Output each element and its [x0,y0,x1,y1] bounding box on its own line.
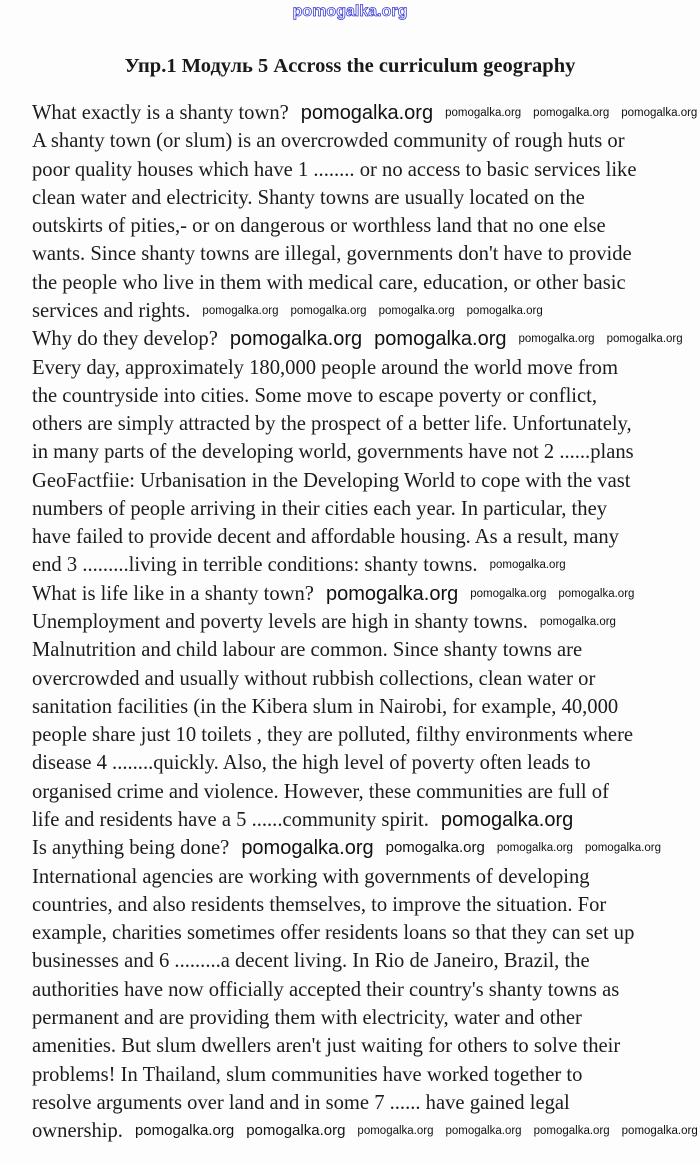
text-line-content: life and residents have a 5 ......community spirit. [32,809,429,831]
page-title: Упр.1 Модуль 5 Accross the curriculum geography [124,55,576,77]
text-line [32,949,590,973]
text-line [32,469,630,493]
text-line-content: problems! In Thailand, slum communities have worked together to [32,1063,583,1086]
text-line [32,384,597,408]
text-line-content: example, charities sometimes offer residents loans so that they can set up [32,922,635,945]
text-line-content: clean water and electricity. Shanty towns are usually located on the [32,186,585,209]
text-line [32,553,566,577]
text-line [32,610,616,634]
watermark: pomogalka.org [290,304,367,317]
text-line [32,214,606,238]
watermark: pomogalka.org [374,328,507,351]
text-line [32,327,683,351]
text-line [32,299,543,323]
text-line-content: International agencies are working with governments of developing [32,865,590,888]
text-line [32,638,582,662]
text-line-content: end 3 .........living in terrible conditions: shanty towns. [32,554,478,577]
watermark: pomogalka.org [385,839,485,857]
text-line-content: Every day, approximately 180,000 people around the world move from [32,356,618,379]
text-line-content: ownership. [32,1120,123,1143]
text-line-content: countries, and also residents themselves, to improve the situation. For [32,893,607,916]
text-line-content: services and rights. [32,299,191,322]
text-line-content: outskirts of pities,- or on dangerous or worthless land that no one else [32,215,606,238]
watermark: pomogalka.org [378,304,455,317]
watermark: pomogalka.org [445,107,522,119]
text-line-content: have failed to provide decent and affordable housing. As a result, many [32,526,619,549]
watermark: pomogalka.org [533,1125,610,1138]
text-line-content: sanitation facilities (in the Kibera slum in Nairobi, for example, 40,000 [32,695,619,718]
text-line-content: wants. Since shanty towns are illegal, governments don't have to provide [32,243,632,266]
watermark: pomogalka.org [470,587,547,600]
text-line [32,893,606,917]
watermark: pomogalka.org [533,107,610,119]
text-line [32,1006,582,1030]
text-line-content: the countryside into cities. Some move to escape poverty or conflict, [32,384,598,407]
text-line-content: Unemployment and poverty levels are high in shanty towns. [32,611,528,634]
text-line-content: What exactly is a shanty town? [32,102,289,124]
watermark: pomogalka.org [584,842,662,855]
text-line [32,978,619,1002]
text-line [32,412,632,436]
text-line [32,695,618,719]
text-line [32,1034,620,1058]
text-line [32,186,585,210]
text-line-content: authorities have now officially accepted their country's shanty towns as [32,978,620,1001]
text-line-content: Is anything being done? [32,837,230,860]
text-line [32,582,634,606]
text-line-content: in many parts of the developing world, governments have not 2 ......plans [32,441,634,464]
watermark: pomogalka.org [518,333,595,346]
watermark: pomogalka.org [621,107,698,119]
watermark: pomogalka.org [489,559,566,572]
text-line-content: overcrowded and usually without rubbish collections, clean water or [32,667,596,690]
watermark: pomogalka.org [357,1125,434,1138]
text-line-content: resolve arguments over land and in some 7 ...... have gained legal [32,1091,570,1114]
text-line-content: businesses and 6 .........a decent living. In Rio de Janeiro, Brazil, the [32,950,590,973]
text-line [32,865,590,889]
text-line [32,751,591,775]
text-line [32,1091,570,1115]
text-line [32,667,595,691]
text-line [32,836,661,860]
text-line-content: disease 4 ........quickly. Also, the high level of poverty often leads to [32,752,591,775]
text-line-content: GeoFactfiie: Urbanisation in the Developing World to cope with the vast [32,469,631,492]
watermark: pomogalka.org [202,304,279,317]
watermark: pomogalka.org [496,842,573,855]
text-line-content: poor quality houses which have 1 ........ or no access to basic services like [32,158,637,181]
watermark: pomogalka.org [606,333,683,346]
text-line-content: numbers of people arriving in their cities each year. In particular, they [32,497,608,520]
watermark: pomogalka.org [229,328,363,351]
text-line [32,525,619,549]
text-line [32,497,607,521]
text-line [32,808,573,832]
text-line-content: amenities. But slum dwellers aren't just waiting for others to solve their [32,1035,621,1058]
watermark: pomogalka.org [440,809,574,831]
text-line [32,271,626,295]
text-line [32,723,633,747]
text-line [32,101,697,125]
text-line [32,921,634,945]
text-line-content: A shanty town (or slum) is an overcrowded community of rough huts or [32,130,625,153]
watermark: pomogalka.org [539,616,616,629]
watermark: pomogalka.org [445,1125,522,1138]
text-line-content: Malnutrition and child labour are common. Since shanty towns are [32,639,583,662]
text-line [32,1119,698,1143]
text-line-content: permanent and are providing them with electricity, water and other [32,1006,582,1029]
text-line [32,129,625,153]
text-line-content: people share just 10 toilets , they are polluted, filthy environments where [32,724,634,747]
watermark: pomogalka.org [558,587,635,600]
text-line [32,356,618,380]
text-line-content: others are simply attracted by the prospect of a better life. Unfortunately, [32,413,632,436]
header-watermark: pomogalka.org [292,3,408,20]
text-line-content: What is life like in a shanty town? [32,582,314,605]
text-line-content: Why do they develop? [32,328,218,351]
text-line [32,158,637,182]
watermark: pomogalka.org [134,1122,235,1140]
text-line-content: organised crime and violence. However, these communities are full of [32,780,609,803]
text-line [32,440,634,464]
watermark: pomogalka.org [621,1125,698,1138]
watermark: pomogalka.org [246,1122,346,1140]
text-line [32,780,609,804]
watermark: pomogalka.org [241,837,374,860]
watermark: pomogalka.org [300,102,434,124]
watermark: pomogalka.org [325,582,459,605]
text-line [32,242,632,266]
watermark: pomogalka.org [466,304,543,317]
text-line [32,1063,582,1087]
text-line-content: the people who live in them with medical care, education, or other basic [32,271,626,294]
